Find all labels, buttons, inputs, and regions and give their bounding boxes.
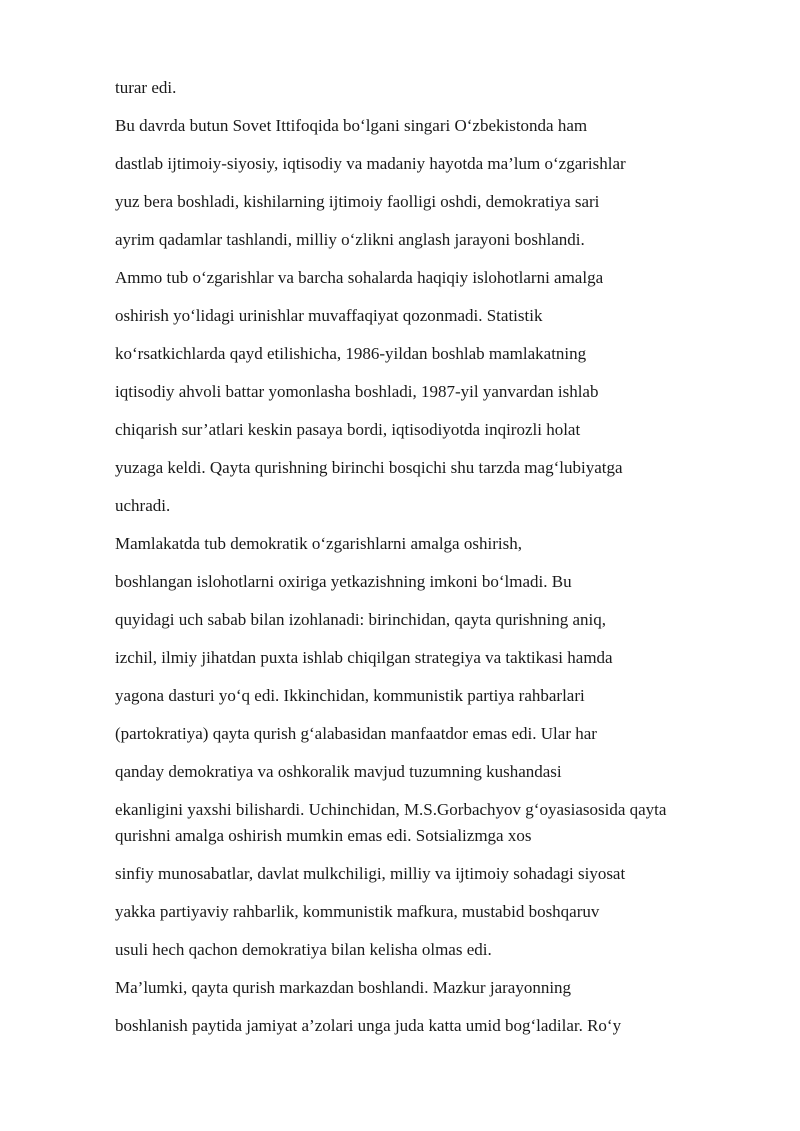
text-line: iqtisodiy ahvoli battar yomonlasha boshladi, 1987-yil yanvardan ishlab	[115, 382, 599, 401]
text-line: oshirish yo‘lidagi urinishlar muvaffaqiyat qozonmadi. Statistik	[115, 306, 543, 325]
text-line: yuz bera boshladi, kishilarning ijtimoiy faolligi oshdi, demokratiya sari	[115, 192, 600, 211]
text-line: yagona dasturi yo‘q edi. Ikkinchidan, kommunistik partiya rahbarlari	[115, 686, 585, 705]
text-line: boshlangan islohotlarni oxiriga yetkazishning imkoni bo‘lmadi. Bu	[115, 572, 572, 591]
text-line: yuzaga keldi. Qayta qurishning birinchi bosqichi shu tarzda mag‘lubiyatga	[115, 458, 623, 477]
text-line: qurishni amalga oshirish mumkin emas edi. Sotsializmga xos	[115, 826, 532, 845]
text-line: Mamlakatda tub demokratik o‘zgarishlarni amalga oshirish,	[115, 534, 522, 553]
text-line: yakka partiyaviy rahbarlik, kommunistik mafkura, mustabid boshqaruv	[115, 902, 600, 921]
text-line: Ma’lumki, qayta qurish markazdan boshlandi. Mazkur jarayonning	[115, 978, 572, 997]
text-line: ayrim qadamlar tashlandi, milliy o‘zlikni anglash jarayoni boshlandi.	[115, 230, 585, 249]
text-line: (partokratiya) qayta qurish g‘alabasidan manfaatdor emas edi. Ular har	[115, 724, 597, 743]
text-line: sinfiy munosabatlar, davlat mulkchiligi, milliy va ijtimoiy sohadagi siyosat	[115, 864, 626, 883]
text-line: uchradi.	[115, 496, 171, 515]
text-line: dastlab ijtimoiy-siyosiy, iqtisodiy va madaniy hayotda ma’lum o‘zgarishlar	[115, 154, 626, 173]
text-line: izchil, ilmiy jihatdan puxta ishlab chiqilgan strategiya va taktikasi hamda	[115, 648, 613, 667]
text-line: Ammo tub o‘zgarishlar va barcha sohalarda haqiqiy islohotlarni amalga	[115, 268, 604, 287]
text-line: qanday demokratiya va oshkoralik mavjud tuzumning kushandasi	[115, 762, 562, 781]
text-line: chiqarish sur’atlari keskin pasaya bordi, iqtisodiyotda inqirozli holat	[115, 420, 581, 439]
text-line: boshlanish paytida jamiyat a’zolari unga juda katta umid bog‘ladilar. Ro‘y	[115, 1016, 622, 1035]
text-line: turar edi.	[115, 78, 177, 97]
text-line: usuli hech qachon demokratiya bilan kelisha olmas edi.	[115, 940, 492, 959]
text-line: quyidagi uch sabab bilan izohlanadi: birinchidan, qayta qurishning aniq,	[115, 610, 606, 629]
text-line: Bu davrda butun Sovet Ittifoqida bo‘lgani singari O‘zbekistonda ham	[115, 116, 588, 135]
text-line: ko‘rsatkichlarda qayd etilishicha, 1986-yildan boshlab mamlakatning	[115, 344, 587, 363]
text-line: ekanligini yaxshi bilishardi. Uchinchidan, M.S.Gorbachyov g‘oyasiasosida qayta	[115, 800, 667, 819]
